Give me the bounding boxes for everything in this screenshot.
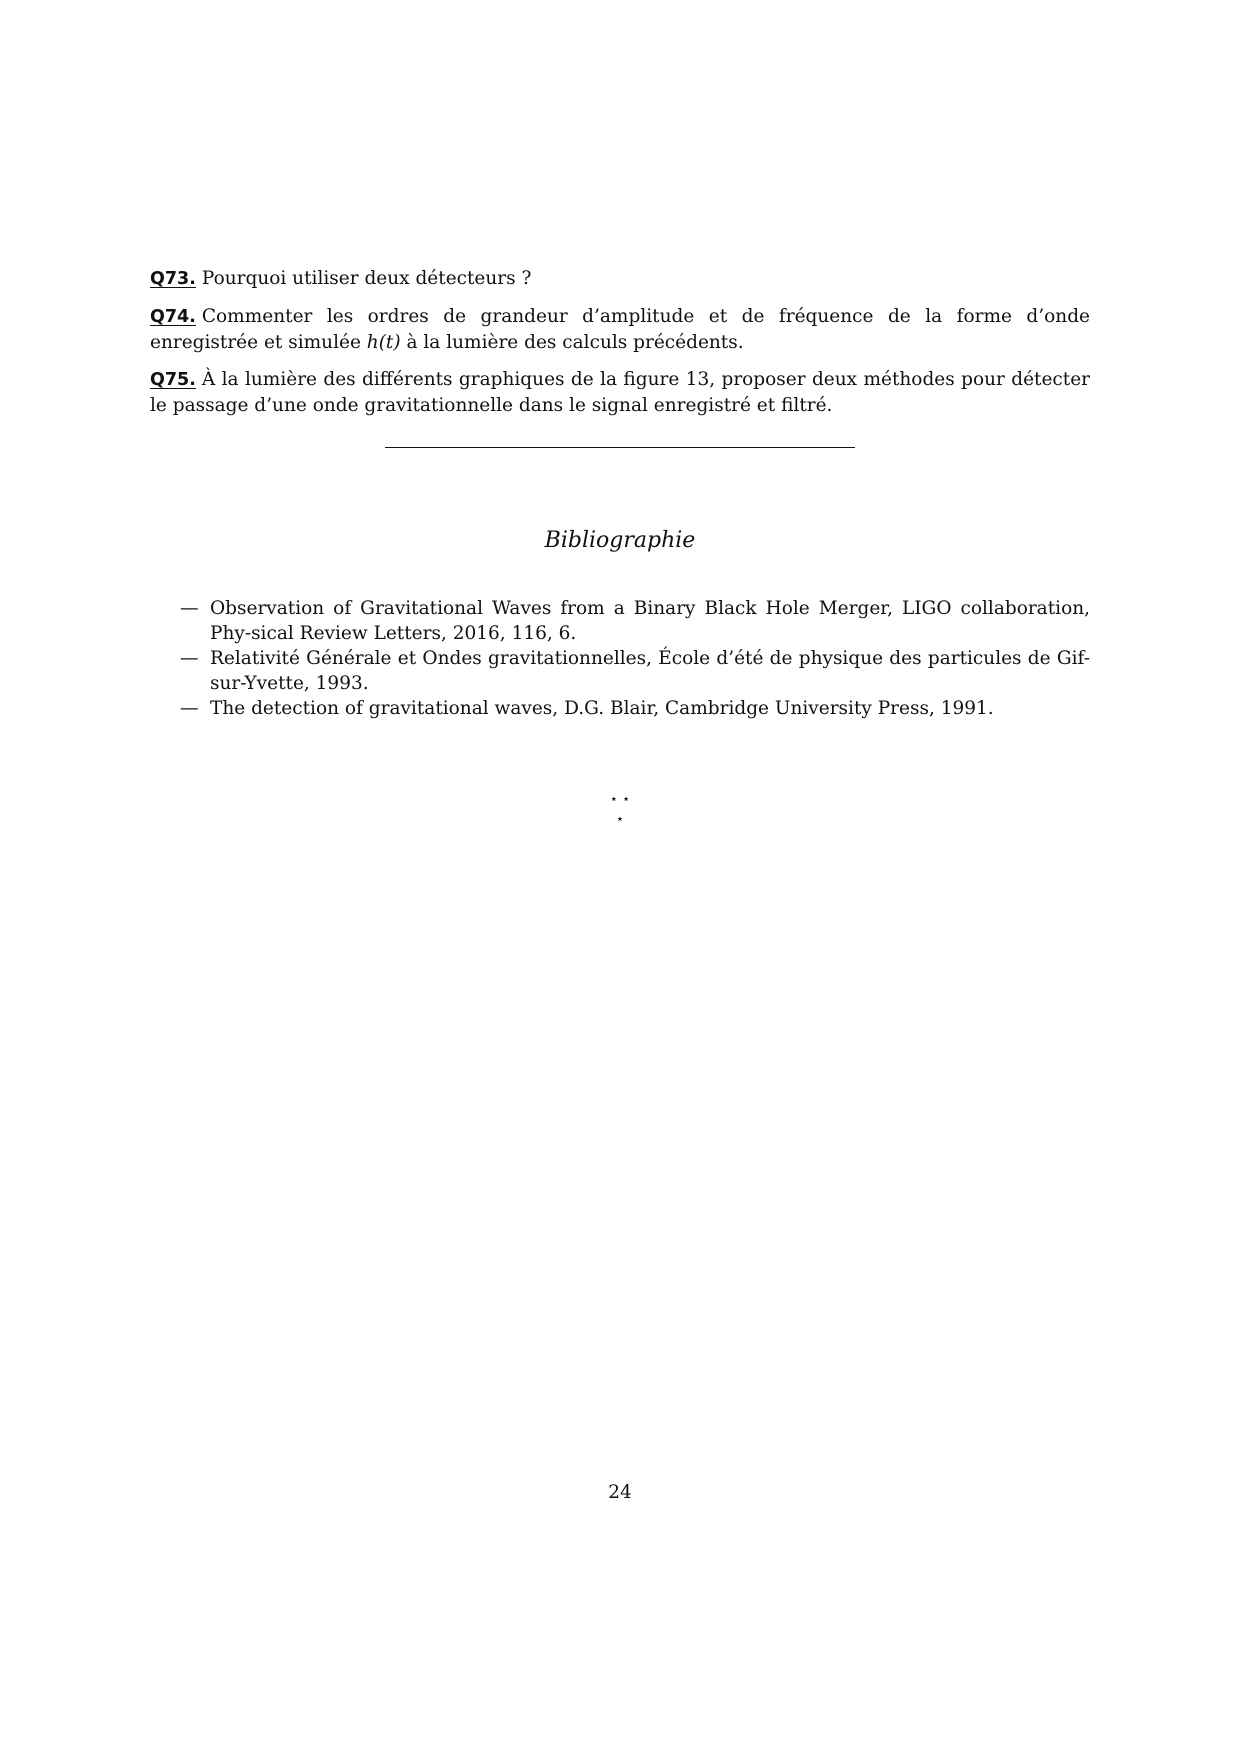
star-icon-row-top: ⋆ ⋆ (609, 792, 631, 807)
bibliography-item (180, 696, 1090, 721)
question-text: À la lumière des différents graphiques de la figure 13, proposer deux méthodes pour détecter le passage d’une onde gravitationnelle dans le signal enregistré et filtré. (150, 369, 1090, 416)
bibliography-list (180, 596, 1090, 721)
bibliography-text: The detection of gravitational waves, D.G. Blair, Cambridge University Press, 1991. (210, 698, 994, 719)
math-h-of-t: h(t) (366, 332, 401, 353)
question-text: Commenter les ordres de grandeur d’amplitude et de fréquence de la forme d’onde enregistrée et simulée (150, 306, 1090, 353)
question-q74 (150, 304, 1090, 355)
question-q73 (150, 266, 1090, 292)
bibliography-title: Bibliographie (544, 528, 696, 553)
question-label: Q73. (150, 269, 196, 289)
star-icon-row-bottom: ⋆ (615, 812, 625, 827)
bibliography-text: Observation of Gravitational Waves from a Binary Black Hole Merger, LIGO collaboration, Phy-sical Review Letters, 2016, 116, 6. (210, 598, 1090, 644)
dash-bullet: — (180, 698, 199, 719)
section-divider (385, 447, 855, 448)
end-stars (0, 790, 1240, 830)
questions-section (150, 266, 1090, 430)
dash-bullet: — (180, 648, 199, 669)
page-number: 24 (608, 1482, 632, 1503)
question-q75 (150, 367, 1090, 418)
question-text: à la lumière des calculs précédents. (400, 332, 744, 353)
bibliography-item (180, 646, 1090, 696)
bibliography-text: Relativité Générale et Ondes gravitationnelles, École d’été de physique des particules de Gif-sur-Yvette, 1993. (210, 648, 1090, 694)
question-label: Q74. (150, 307, 196, 327)
question-text: Pourquoi utiliser deux détecteurs ? (201, 268, 532, 289)
bibliography-item (180, 596, 1090, 646)
dash-bullet: — (180, 598, 199, 619)
question-label: Q75. (150, 370, 196, 390)
